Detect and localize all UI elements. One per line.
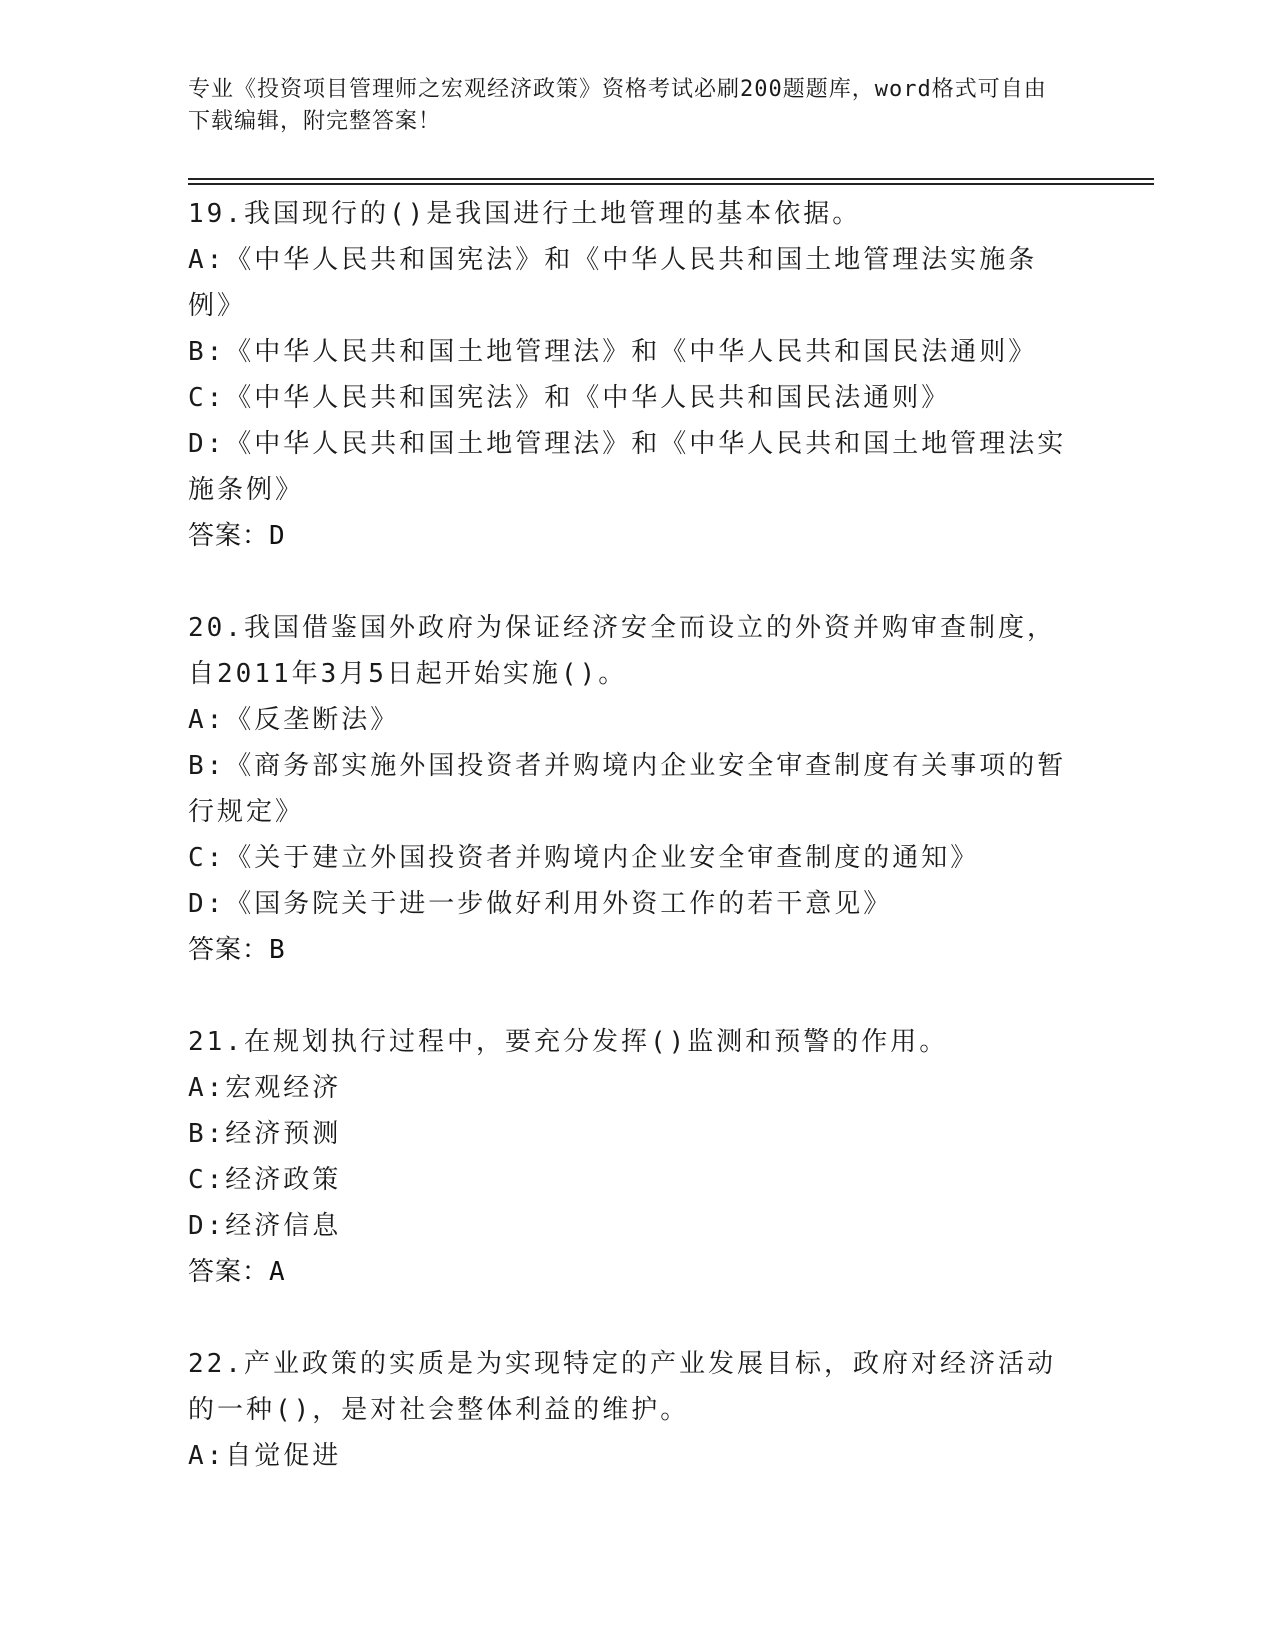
option-b: B:经济预测 [188,1119,342,1149]
question-stem: 21.在规划执行过程中，要充分发挥()监测和预警的作用。 [188,1027,949,1057]
answer-value: A [269,1257,286,1287]
answer-value: B [269,935,286,965]
answer-line [188,927,1068,973]
answer-value: D [269,521,286,551]
question-21 [188,1019,1068,1295]
option-c: C:经济政策 [188,1165,342,1195]
option-d: D:《国务院关于进一步做好利用外资工作的若干意见》 [188,889,893,919]
question-22 [188,1341,1068,1479]
header-divider-bottom [188,183,1154,185]
question-stem: 22.产业政策的实质是为实现特定的产业发展目标，政府对经济活动的一种()，是对社会整体利益的维护。 [188,1349,1056,1425]
document-header: 专业《投资项目管理师之宏观经济政策》资格考试必刷200题题库，word格式可自由下载编辑，附完整答案！ [188,77,1047,134]
option-a: A:《中华人民共和国宪法》和《中华人民共和国土地管理法实施条例》 [188,245,1038,321]
option-a: A:《反垄断法》 [188,705,400,735]
question-20 [188,605,1068,973]
option-b: B:《中华人民共和国土地管理法》和《中华人民共和国民法通则》 [188,337,1038,367]
option-a: A:宏观经济 [188,1073,342,1103]
question-19 [188,191,1068,559]
question-list [188,191,1068,1525]
answer-label: 答案： [188,521,270,551]
option-c: C:《中华人民共和国宪法》和《中华人民共和国民法通则》 [188,383,951,413]
option-c: C:《关于建立外国投资者并购境内企业安全审查制度的通知》 [188,843,980,873]
header-divider-top [188,178,1154,180]
option-d: D:经济信息 [188,1211,342,1241]
answer-line [188,513,1068,559]
answer-label: 答案： [188,1257,270,1287]
answer-label: 答案： [188,935,270,965]
option-a: A:自觉促进 [188,1441,342,1471]
option-b: B:《商务部实施外国投资者并购境内企业安全审查制度有关事项的暂行规定》 [188,751,1067,827]
question-stem: 19.我国现行的()是我国进行土地管理的基本依据。 [188,199,862,229]
option-d: D:《中华人民共和国土地管理法》和《中华人民共和国土地管理法实施条例》 [188,429,1067,505]
answer-line [188,1249,1068,1295]
question-stem: 20.我国借鉴国外政府为保证经济安全而设立的外资并购审查制度，自2011年3月5日起开始实施()。 [188,613,1056,689]
